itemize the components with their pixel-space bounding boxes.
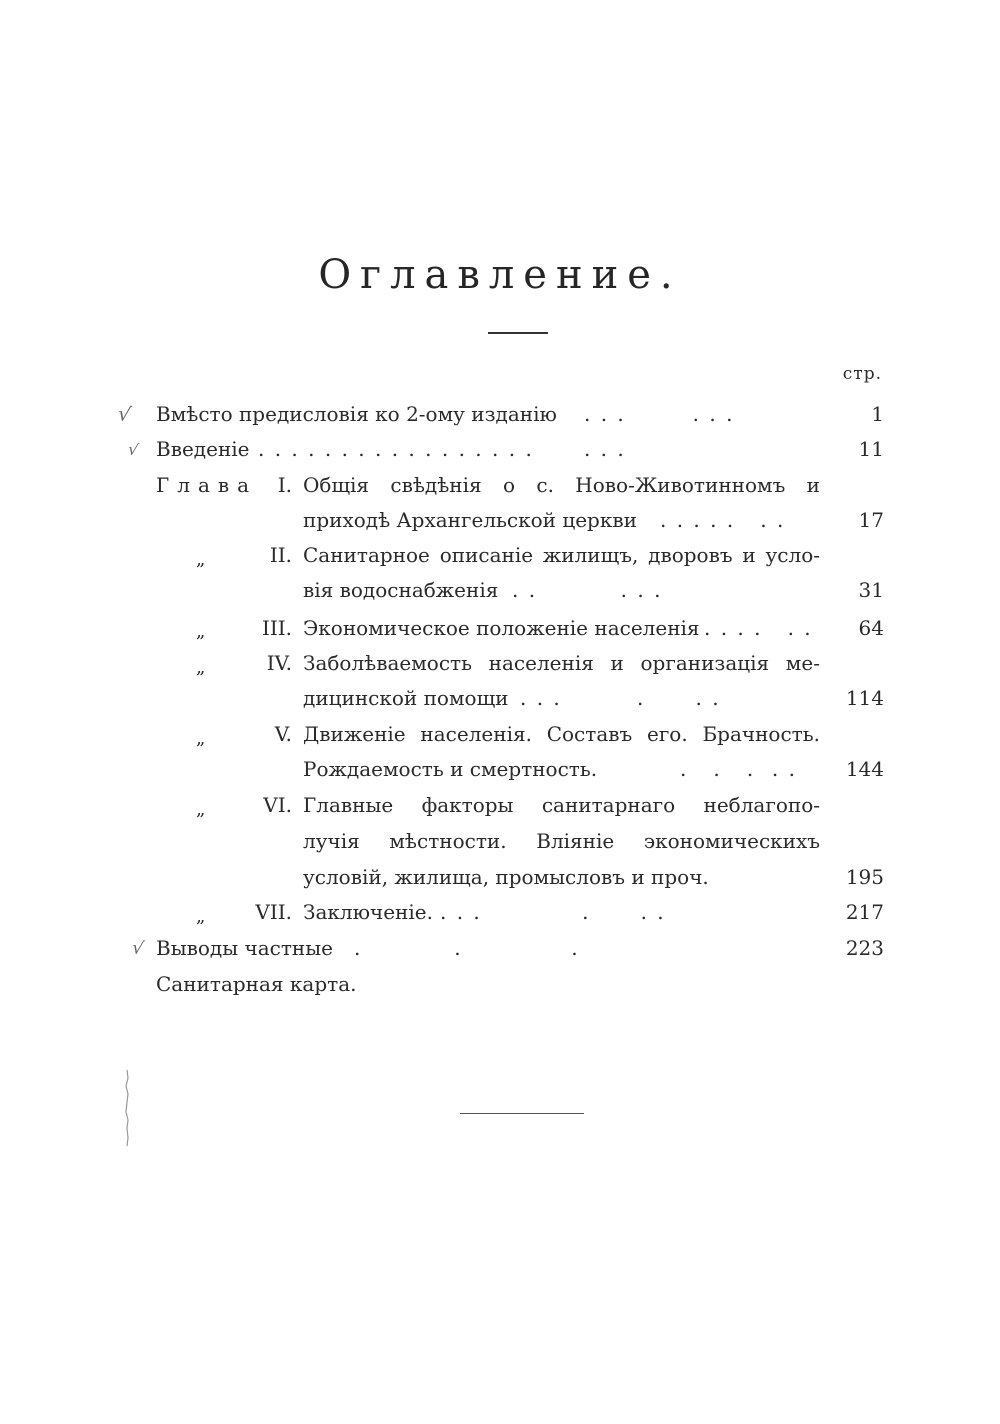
- checkmark-icon: √: [130, 937, 146, 960]
- page-number: 64: [858, 616, 884, 640]
- page-title: Оглавление.: [318, 252, 682, 298]
- chapter-number: III.: [261, 616, 292, 640]
- toc-entry-chapter-6-line-3: условій, жилища, промысловъ и проч.: [303, 865, 709, 889]
- page-number: 11: [858, 437, 884, 461]
- toc-entry-chapter-7: Заключеніе.: [303, 900, 433, 924]
- page-column-header: стр.: [842, 364, 882, 384]
- toc-entry-chapter-5-line-2: Рождаемость и смертность.: [303, 757, 598, 781]
- checkmark-icon: √: [126, 439, 140, 460]
- chapter-number: IV.: [266, 651, 292, 675]
- margin-scribble: [122, 1068, 132, 1148]
- toc-entry-chapter-4-line-1: Заболѣваемость населенія и организація ме-: [303, 651, 820, 675]
- page-number: 1: [871, 402, 884, 426]
- ditto-mark: „: [196, 728, 206, 749]
- ditto-mark: „: [196, 799, 206, 820]
- page-number: 223: [845, 936, 884, 960]
- ditto-mark: „: [196, 657, 206, 678]
- leader-dots: . . .: [354, 936, 580, 960]
- toc-entry-sanitary-map: Санитарная карта.: [156, 972, 357, 996]
- leader-dots: . . . . . .: [704, 616, 813, 640]
- page-number: 195: [845, 865, 884, 889]
- leader-dots: . . . . . . . . . . . . . . . . . . . .: [258, 437, 626, 461]
- leader-dots: . . . . . .: [584, 402, 735, 426]
- toc-entry-chapter-4-line-2: дицинской помощи: [303, 686, 509, 710]
- toc-entry-chapter-6-line-1: Главные факторы санитарнаго неблагопо-: [303, 793, 820, 817]
- toc-entry-foreword: Вмѣсто предисловія ко 2-ому изданію: [156, 402, 557, 426]
- chapter-number: VI.: [263, 793, 292, 817]
- toc-entry-chapter-1-line-2: приходѣ Архангельской церкви: [303, 508, 637, 532]
- page-number: 144: [845, 757, 884, 781]
- leader-dots: . . . . .: [680, 757, 798, 781]
- toc-entry-conclusions: Выводы частные: [156, 936, 334, 960]
- chapter-number: I.: [277, 473, 292, 497]
- leader-dots: . . . . . .: [440, 900, 666, 924]
- toc-entry-chapter-2-line-1: Санитарное описаніе жилищъ, дворовъ и усло-: [303, 543, 820, 567]
- toc-entry-chapter-6-line-2: лучія мѣстности. Вліяніе экономическихъ: [303, 829, 820, 853]
- leader-dots: . . . . . .: [520, 686, 721, 710]
- page-number: 114: [845, 686, 884, 710]
- ditto-mark: „: [196, 549, 206, 570]
- ditto-mark: „: [196, 906, 206, 927]
- leader-dots: . . . . . . .: [660, 508, 786, 532]
- chapter-label: Глава: [156, 473, 258, 497]
- chapter-number: II.: [269, 543, 292, 567]
- leader-dots: . . . . .: [512, 578, 663, 602]
- page-number: 217: [845, 900, 884, 924]
- page-number: 31: [858, 578, 884, 602]
- checkmark-icon: √: [116, 401, 133, 427]
- toc-entry-chapter-3: Экономическое положеніе населенія: [303, 616, 700, 640]
- page-number: 17: [858, 508, 884, 532]
- toc-entry-chapter-5-line-1: Движеніе населенія. Составъ его. Брачность.: [303, 722, 820, 746]
- toc-entry-chapter-1-line-1: Общія свѣдѣнія о с. Ново-Животинномъ и: [303, 473, 820, 497]
- toc-entry-chapter-2-line-2: вія водоснабженія: [303, 578, 499, 602]
- ditto-mark: „: [196, 621, 206, 642]
- title-divider: [488, 332, 548, 334]
- chapter-number: V.: [274, 722, 292, 746]
- toc-entry-introduction: Введеніе: [156, 437, 250, 461]
- bottom-divider: [460, 1113, 584, 1114]
- chapter-number: VII.: [255, 900, 292, 924]
